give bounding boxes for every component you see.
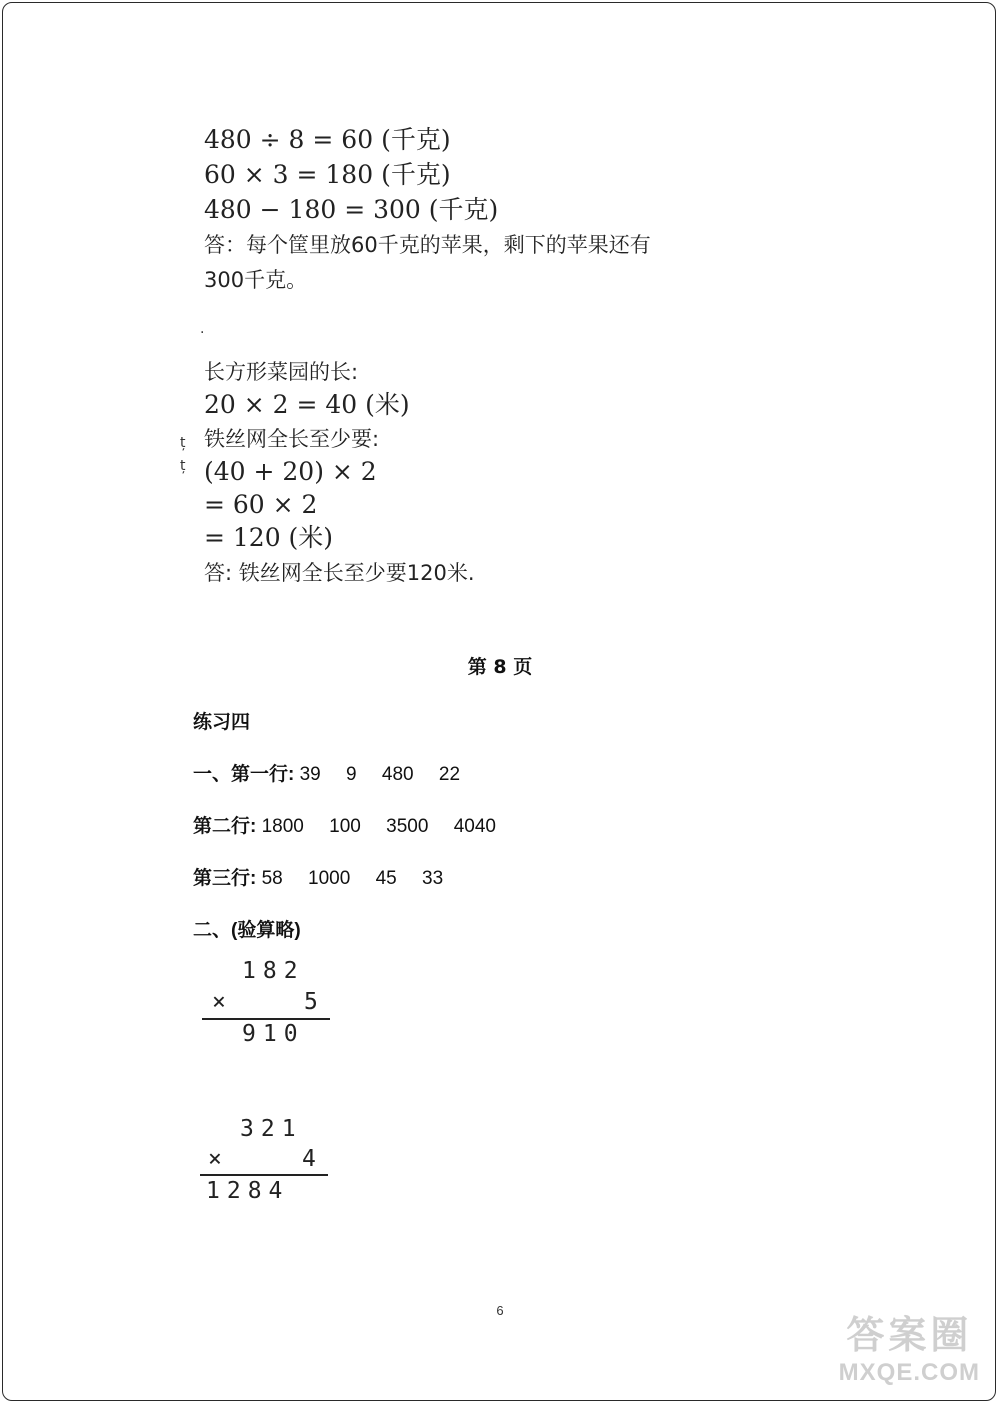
row-label: 第三行: bbox=[193, 868, 257, 889]
answer-row bbox=[193, 811, 516, 838]
vertical-multiplication bbox=[202, 958, 332, 1053]
multiplicand: 321 bbox=[240, 1116, 303, 1142]
watermark-url: MXQE.COM bbox=[838, 1359, 980, 1386]
label-line: 长方形菜园的长: bbox=[204, 360, 359, 384]
section-title: 二、(验算略) bbox=[193, 920, 301, 941]
multiplier: 4 bbox=[302, 1146, 323, 1172]
answer-line: 300千克。 bbox=[204, 268, 308, 292]
scan-mark: ț bbox=[180, 435, 186, 451]
row-value: 4040 bbox=[453, 816, 496, 837]
row-label: 第二行: bbox=[193, 816, 257, 837]
row-value: 45 bbox=[375, 868, 397, 889]
row-value: 22 bbox=[438, 764, 461, 785]
page-number: 6 bbox=[496, 1303, 504, 1318]
row-value: 480 bbox=[381, 764, 414, 785]
result-line bbox=[202, 1018, 330, 1020]
vertical-multiplication bbox=[200, 1116, 330, 1211]
answer-line: 答：每个筐里放60千克的苹果，剩下的苹果还有 bbox=[204, 233, 651, 257]
page-border bbox=[2, 2, 996, 1401]
answer-row bbox=[193, 759, 480, 786]
row-value: 58 bbox=[261, 868, 283, 889]
scan-mark: · bbox=[200, 325, 205, 341]
calc-line: 20 × 2 = 40 (米) bbox=[204, 390, 410, 419]
row-value: 3500 bbox=[386, 816, 429, 837]
multiplicand: 182 bbox=[242, 958, 305, 984]
row-value: 33 bbox=[422, 868, 444, 889]
row-value: 39 bbox=[299, 764, 321, 785]
operator: × bbox=[208, 1146, 229, 1172]
calc-line: (40 + 20) × 2 bbox=[204, 457, 377, 486]
label-line: 铁丝网全长至少要: bbox=[204, 427, 380, 451]
calc-line: 480 − 180 = 300 (千克) bbox=[204, 195, 499, 224]
multiplier: 5 bbox=[304, 989, 325, 1015]
result-line bbox=[200, 1174, 328, 1176]
calc-line: 60 × 3 = 180 (千克) bbox=[204, 160, 451, 189]
watermark-logo bbox=[839, 1304, 980, 1387]
row-value: 100 bbox=[329, 816, 361, 837]
answer-line: 答: 铁丝网全长至少要120米. bbox=[204, 561, 475, 585]
row-value: 1000 bbox=[308, 868, 351, 889]
product: 1284 bbox=[206, 1178, 290, 1204]
page-heading: 第 8 页 bbox=[467, 656, 533, 678]
calc-line: = 60 × 2 bbox=[204, 490, 318, 519]
row-value: 1800 bbox=[261, 816, 304, 837]
calc-line: 480 ÷ 8 = 60 (千克) bbox=[204, 125, 451, 154]
scan-mark: ț bbox=[180, 458, 186, 474]
watermark-text: 答案圈 bbox=[846, 1315, 973, 1357]
operator: × bbox=[212, 989, 233, 1015]
answer-row bbox=[193, 863, 463, 890]
exercise-title: 练习四 bbox=[193, 712, 251, 733]
product: 910 bbox=[242, 1021, 305, 1047]
row-label: 一、第一行: bbox=[193, 764, 295, 785]
calc-line: = 120 (米) bbox=[204, 523, 334, 552]
row-value: 9 bbox=[346, 764, 357, 785]
